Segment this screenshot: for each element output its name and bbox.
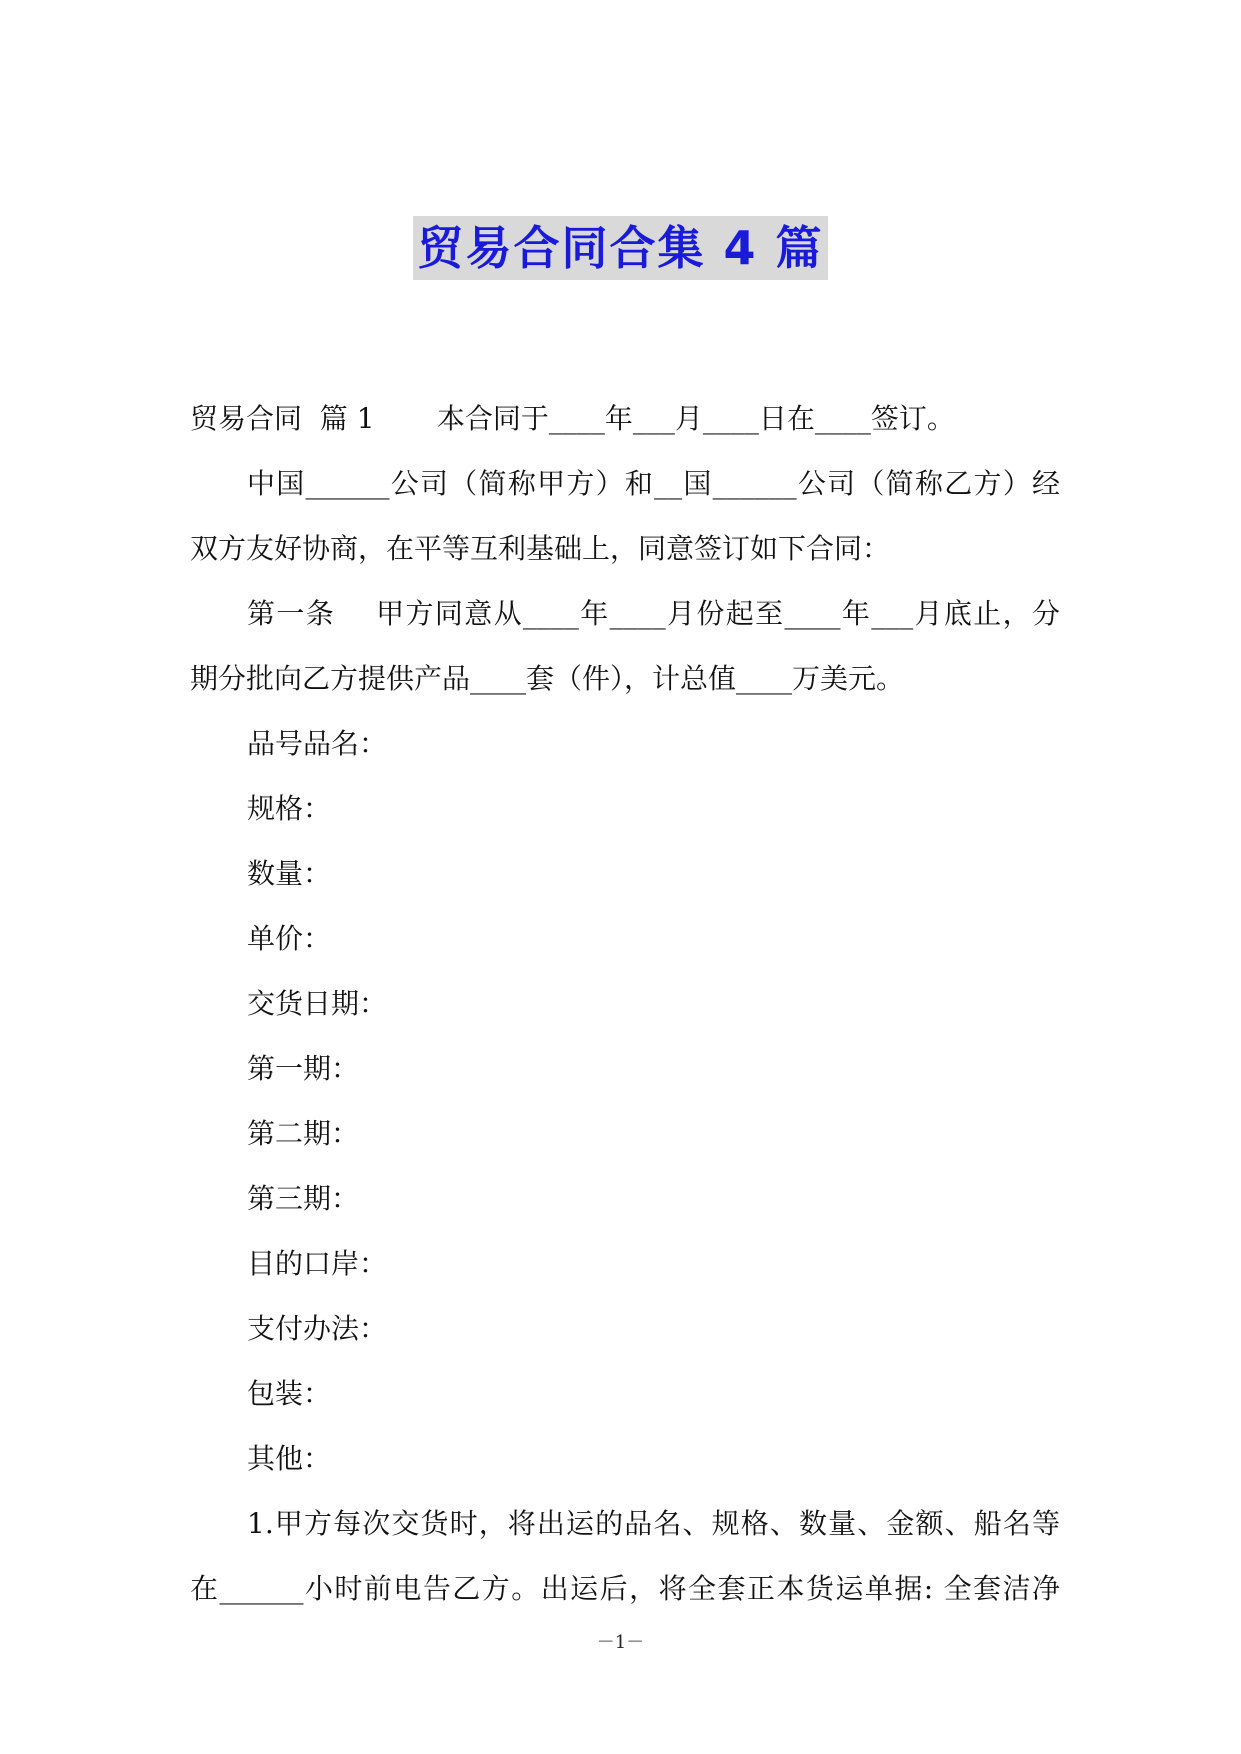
title-container — [0, 216, 1241, 280]
field-product-name: 品号品名： — [247, 727, 388, 760]
field-payment-method: 支付办法： — [247, 1312, 388, 1345]
paragraph-parties-line2: 双方友好协商，在平等互利基础上，同意签订如下合同： — [190, 532, 891, 565]
field-packaging: 包装： — [247, 1377, 332, 1410]
field-specification: 规格： — [247, 792, 332, 825]
paragraph-parties-line1: 中国______公司（简称甲方）和__国______公司（简称乙方）经 — [247, 467, 1060, 500]
field-unit-price: 单价： — [247, 922, 332, 955]
field-phase-one: 第一期： — [247, 1052, 360, 1085]
document-body — [190, 386, 1060, 1621]
article-one-line2: 期分批向乙方提供产品____套（件），计总值____万美元。 — [190, 662, 905, 695]
clause-one-line2: 在______小时前电告乙方。出运后，将全套正本货运单据: 全套洁净 — [190, 1572, 1060, 1605]
field-phase-three: 第三期： — [247, 1182, 360, 1215]
page-number: －1－ — [596, 1632, 645, 1653]
field-delivery-date: 交货日期： — [247, 987, 388, 1020]
clause-one-line1: 1.甲方每次交货时，将出运的品名、规格、数量、金额、船名等 — [247, 1507, 1060, 1540]
article-one-line1: 第一条 甲方同意从____年____月份起至____年___月底止，分 — [247, 597, 1060, 630]
paragraph-intro: 贸易合同 篇 1 本合同于____年___月____日在____签订。 — [190, 402, 955, 435]
field-destination-port: 目的口岸： — [247, 1247, 388, 1280]
field-phase-two: 第二期： — [247, 1117, 360, 1150]
field-other: 其他： — [247, 1442, 332, 1475]
document-title: 贸易合同合集 4 篇 — [413, 216, 827, 280]
field-quantity: 数量： — [247, 857, 332, 890]
